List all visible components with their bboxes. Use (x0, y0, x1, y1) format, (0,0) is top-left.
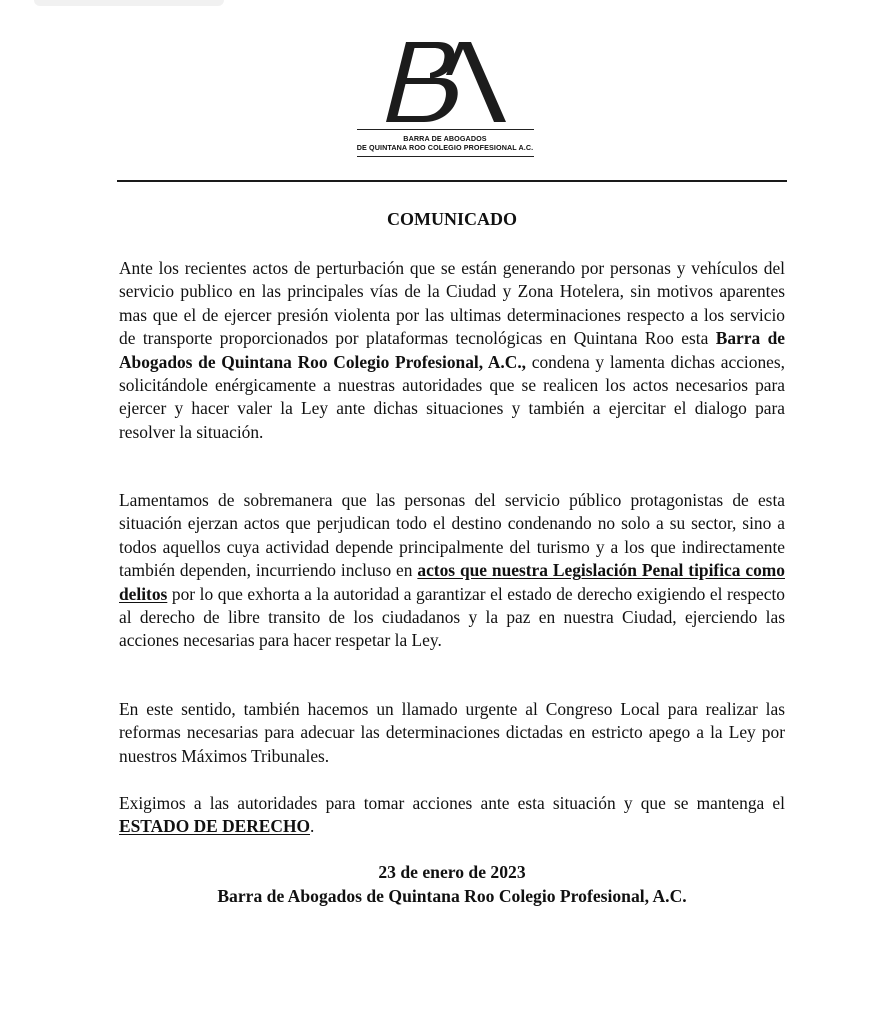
paragraph-4-emphasis: ESTADO DE DERECHO (119, 816, 311, 837)
header-divider (117, 180, 787, 182)
paragraph-2-emphasis: actos que nuestra Legislación Penal tipifica como delitos (119, 560, 785, 604)
ba-logo-icon (380, 40, 508, 122)
top-scan-artifact (34, 0, 224, 6)
document-title: COMUNICADO (387, 209, 517, 229)
paragraph-3: En este sentido, también hacemos un llamado urgente al Congreso Local para realizar las reformas necesarias para adecuar las determinaciones dictadas en estricto apego a la Ley por nuestros Máximos Tribunales. (119, 699, 785, 766)
paragraph-1 (119, 257, 785, 444)
paragraph-1-text-a: Ante los recientes actos de perturbación que se están generando por personas y vehículos del servicio publico en las principales vías de la Ciudad y Zona Hotelera, sin motivos aparentes mas que el de ejercer presión violenta por las ultimas determinaciones respecto a los servicio de transporte proporcionados por plataformas tecnológicas en Quintana Roo esta (119, 258, 785, 349)
paragraph-4-text-b: . (310, 816, 315, 837)
logo-divider-top (357, 129, 534, 130)
paragraph-2 (119, 489, 785, 653)
logo-divider-bottom (357, 156, 534, 157)
org-name-line1: BARRA DE ABOGADOS (403, 134, 487, 143)
signature-date: 23 de enero de 2023 (378, 862, 526, 882)
paragraph-1-text-b: condena y lamenta dichas acciones, solicitándole enérgicamente a nuestras autoridades que se realicen los actos necesarios para ejercer y hacer valer la Ley ante dichas situaciones y también a ejercitar el dialogo para resolver la situación. (119, 351, 785, 442)
letterhead (0, 36, 876, 166)
org-name-line2: DE QUINTANA ROO COLEGIO PROFESIONAL A.C. (356, 143, 534, 152)
paragraph-4-text-a: Exigimos a las autoridades para tomar acciones ante esta situación y que se mantenga el (119, 793, 785, 813)
paragraph-2-text-b: por lo que exhorta a la autoridad a garantizar el estado de derecho exigiendo el respecto al derecho de libre transito de los ciudadanos y la paz en nuestra Ciudad, ejerciendo las acciones necesarias para hacer respetar la Ley. (119, 583, 785, 651)
paragraph-2-text-a: Lamentamos de sobremanera que las personas del servicio público protagonistas de esta situación ejerzan actos que perjudican todo el destino condenando no solo a su sector, sino a todos aquellos cuya actividad depende principalmente del turismo y a los que indirectamente también dependen, incurriendo incluso en (119, 490, 785, 581)
paragraph-1-bold-org: Barra de Abogados de Quintana Roo Colegio Profesional, A.C., (119, 328, 785, 372)
signature-organization: Barra de Abogados de Quintana Roo Colegio Profesional, A.C. (217, 886, 687, 906)
paragraph-4 (119, 792, 785, 839)
